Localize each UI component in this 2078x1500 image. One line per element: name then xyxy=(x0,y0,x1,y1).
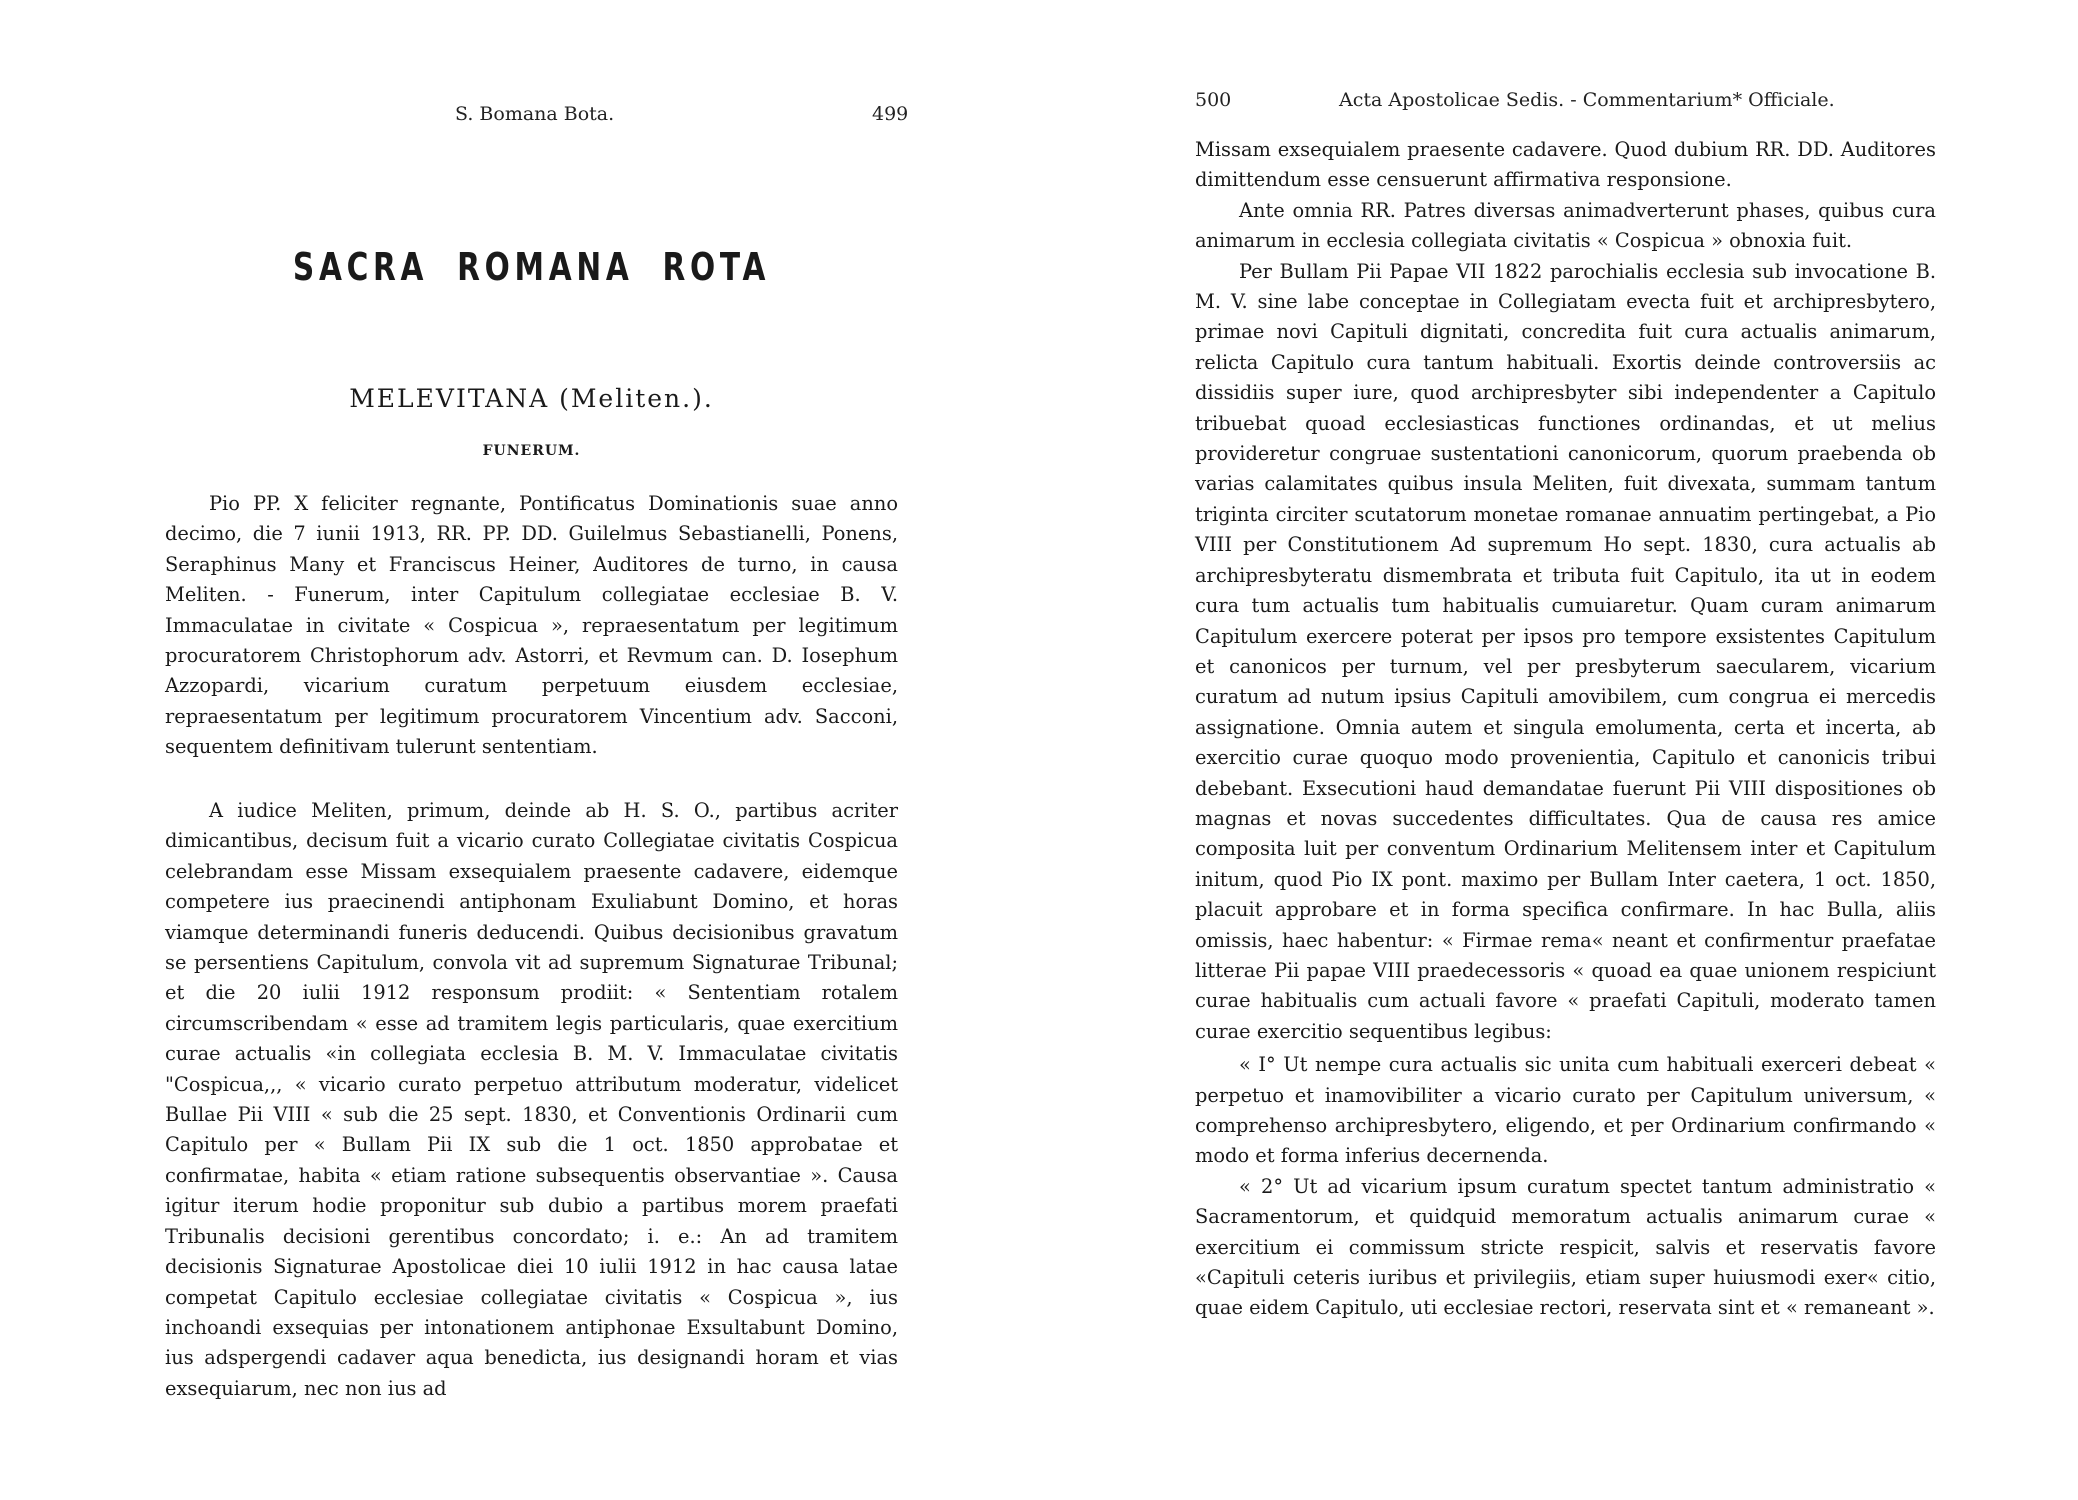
section-label: FUNERUM. xyxy=(482,443,581,459)
page-number: 499 xyxy=(872,103,909,125)
page-number: 500 xyxy=(1195,89,1232,111)
running-header-title: S. Bomana Bota. xyxy=(455,103,615,125)
body-paragraph-block xyxy=(165,796,898,1404)
right-page xyxy=(1039,0,2078,1500)
quoted-paragraph: « 2° Ut ad vicarium ipsum curatum spectet tantum administratio « Sacramentorum, et quidquid memoratum actualis animarum curae « exercitium ei commissum stricte respicit, salvis et reservatis favore «Capituli ceteris iuribus et privilegiis, etiam super huiusmodi exer« citio, quae eidem Capitulo, uti ecclesiae rectori, reservata sint et « remaneant ». xyxy=(1195,1174,1936,1320)
quoted-paragraph: « I° Ut nempe cura actualis sic unita cum habituali exerceri debeat « perpetuo et inamovibiliter a vicario curato per Capitulum universum, « comprehenso archipresbytero, eligendo, et per Ordinarium confirmando « modo et forma inferius decernenda. xyxy=(1195,1053,1936,1168)
paragraph: A iudice Meliten, primum, deinde ab H. S. O., partibus acriter dimicantibus, decisum fuit a vicario curato Collegiatae civitatis Cospicua celebrandam esse Missam exsequialem praesente cadavere, eidemque competere ius praecinendi antiphonam Exuliabunt Domino, et horas viamque determinandi funeris deducendi. Quibus decisionibus gravatum se persentiens Capitulum, convola vit ad supremum Signaturae Tribunal; et die 20 iulii 1912 responsum prodiit: « Sententiam rotalem circumscribendam « esse ad tramitem legis particularis, quae exercitium curae actualis «in collegiata ecclesia B. M. V. Immaculatae civitatis "Cospicua,,, « vicario curato perpetuo attributum moderatur, videlicet Bullae Pii VIII « sub die 25 sept. 1830, et Conventionis Ordinarii cum Capitulo per « Bullam Pii IX sub die 1 oct. 1850 approbatae et confirmatae, habita « etiam ratione subsequentis observantiae ». Causa igitur iterum hodie proponitur sub dubio a partibus morem praefati Tribunalis decisioni gerentibus concordato; i. e.: An ad tramitem decisionis Signaturae Apostolicae diei 10 iulii 1912 in hac causa latae competat Capitulo ecclesiae collegiatae civitatis « Cospicua », ius inchoandi exsequias per intonationem antiphonae Exsultabunt Domino, ius adspergendi cadaver aqua benedicta, ius designandi horam et vias exsequiarum, nec non ius ad xyxy=(165,799,898,1400)
paragraph: Missam exsequialem praesente cadavere. Quod dubium RR. DD. Auditores dimittendum esse censuerunt affirmativa responsione. xyxy=(1195,138,1936,192)
paragraph: Pio PP. X feliciter regnante, Pontificatus Dominationis suae anno decimo, die 7 iunii 1913, RR. PP. DD. Guilelmus Sebastianelli, Ponens, Seraphinus Many et Franciscus Heiner, Auditores de turno, in causa Meliten. - Funerum, inter Capitulum collegiatae ecclesiae B. V. Immaculatae in civitate « Cospicua », repraesentatum per legitimum procuratorem Christophorum adv. Astorri, et Revmum can. D. Iosephum Azzopardi, vicarium curatum perpetuum eiusdem ecclesiae, repraesentatum per legitimum procuratorem Vincentium adv. Sacconi, sequentem definitivam tulerunt sententiam. xyxy=(165,492,898,759)
intro-paragraph-block xyxy=(165,489,898,763)
paragraph: Per Bullam Pii Papae VII 1822 parochialis ecclesia sub invocatione B. M. V. sine labe conceptae in Collegiatam evecta fuit et archipresbytero, primae novi Capituli dignitati, concredita fuit cura actualis animarum, relicta Capitulo cura tantum habituali. Exortis deinde controversiis ac dissidiis super iure, quod archipresbyter sibi independenter a Capitulo tribuebat quoad ecclesiasticas functiones ordinandas, et ut melius provideretur congruae sustentationi canonicorum, quorum praebenda ob varias calamitates quibus insula Meliten, fuit divexata, summam tantum triginta circiter scutatorum monetae romanae annuatim pertingebat, a Pio VIII per Constitutionem Ad supremum Ho sept. 1830, cura actualis ab archipresbyteratu dismembrata et tributa fuit Capitulo, ita ut in eodem cura tum actualis tum habitualis cumuiaretur. Quam curam animarum Capitulum exercere poterat per ipsos pro tempore exsistentes Capitulum et canonicos per turnum, vel per presbyterum saecularem, vicarium curatum ad nutum ipsius Capituli amovibilem, cum congrua ei mercedis assignatione. Omnia autem et singula emolumenta, certa et incerta, ab exercitio curae quoquo modo provenientia, Capitulo et canonicis tribui debebant. Exsecutioni haud demandatae fuerunt Pii VIII dispositiones ob magnas et novas succedentes difficultates. Qua de causa res amice composita luit per conventum Ordinarium Melitensem inter et Capitulum initum, quod Pio IX pont. maximo per Bullam Inter caetera, 1 oct. 1850, placuit approbare et in forma specifica confirmare. In hac Bulla, aliis omissis, haec habentur: « Firmae rema« neant et confirmentur praefatae litterae Pii papae VIII praedecessoris « quoad ea quae unionem respiciunt curae habitualis cum actuali favore « praefati Capituli, moderato tamen curae exercitio sequentibus legibus: xyxy=(1195,259,1936,1043)
document-title: SACRA ROMANA ROTA xyxy=(292,245,771,289)
body-text-block xyxy=(1195,135,1936,1324)
paragraph: Ante omnia RR. Patres diversas animadverterunt phases, quibus cura animarum in ecclesia collegiata civitatis « Cospicua » obnoxia fuit. xyxy=(1195,198,1936,253)
running-header-title: Acta Apostolicae Sedis. - Commentarium* Officiale. xyxy=(1339,89,1835,111)
case-title: MELEVITANA (Meliten.). xyxy=(349,384,714,413)
